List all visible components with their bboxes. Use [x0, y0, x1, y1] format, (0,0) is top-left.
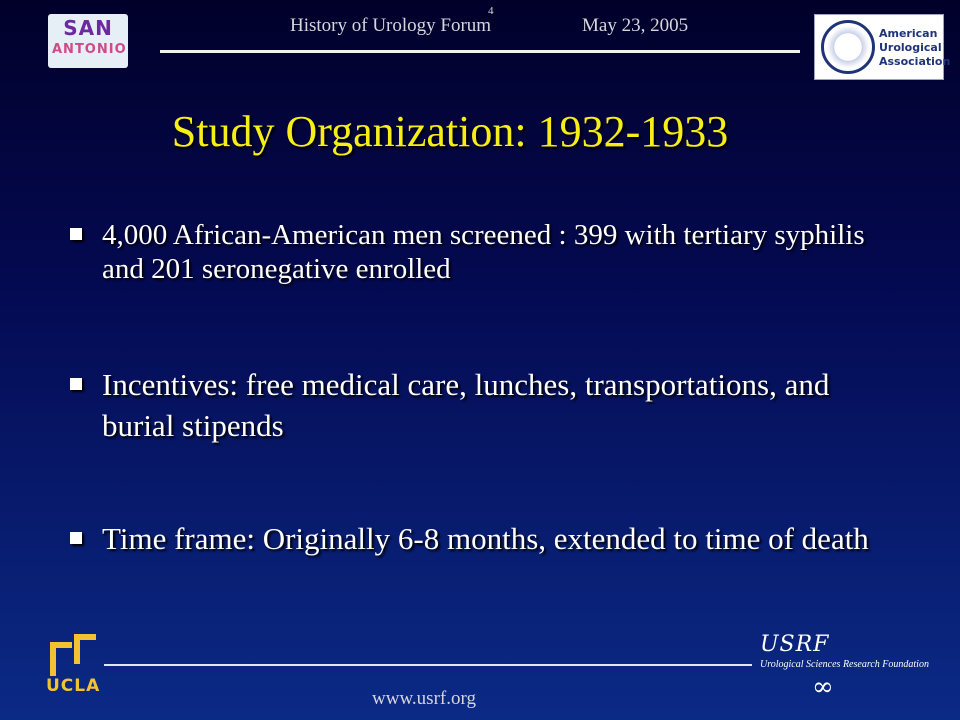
square-bullet-icon [70, 228, 82, 240]
header-divider [160, 50, 800, 53]
footer-divider [104, 664, 752, 666]
footer-url: www.usrf.org [372, 688, 476, 709]
ucla-logo-bar [74, 634, 96, 640]
header-date: May 23, 2005 [582, 15, 689, 36]
header-forum-title: History of Urology Forum [290, 15, 492, 36]
usrf-monogram-icon: ∞ [812, 672, 834, 702]
aua-seal-icon [821, 20, 875, 74]
bullet-item [66, 518, 886, 559]
slide-number: 4 [488, 5, 494, 17]
aua-logo [814, 14, 951, 80]
bullet-text: Time frame: Originally 6-8 months, extended to time of death [102, 521, 869, 556]
usrf-logo [760, 632, 950, 702]
square-bullet-icon [70, 378, 82, 390]
san-antonio-logo [48, 14, 128, 68]
bullet-text: 4,000 African-American men screened : 399 with tertiary syphilis and 201 seronegative enrolled [102, 219, 865, 285]
slide-title: Study Organization: 1932-1933 [171, 107, 729, 156]
ucla-logo [44, 632, 102, 698]
ucla-logo-bar [50, 642, 72, 648]
aua-logo-text: American Urological Association [879, 27, 951, 68]
bullet-list [66, 218, 886, 559]
bullet-item [66, 218, 886, 286]
bullet-text: Incentives: free medical care, lunches, transportations, and burial stipends [102, 367, 830, 443]
san-antonio-logo-line2: ANTONIO [52, 42, 127, 57]
san-antonio-logo-line1: SAN [63, 16, 113, 40]
bullet-item [66, 364, 886, 446]
usrf-logo-subtitle: Urological Sciences Research Foundation [760, 659, 929, 670]
ucla-logo-text: UCLA [46, 676, 101, 696]
usrf-logo-title: USRF [760, 632, 830, 657]
square-bullet-icon [70, 532, 82, 544]
